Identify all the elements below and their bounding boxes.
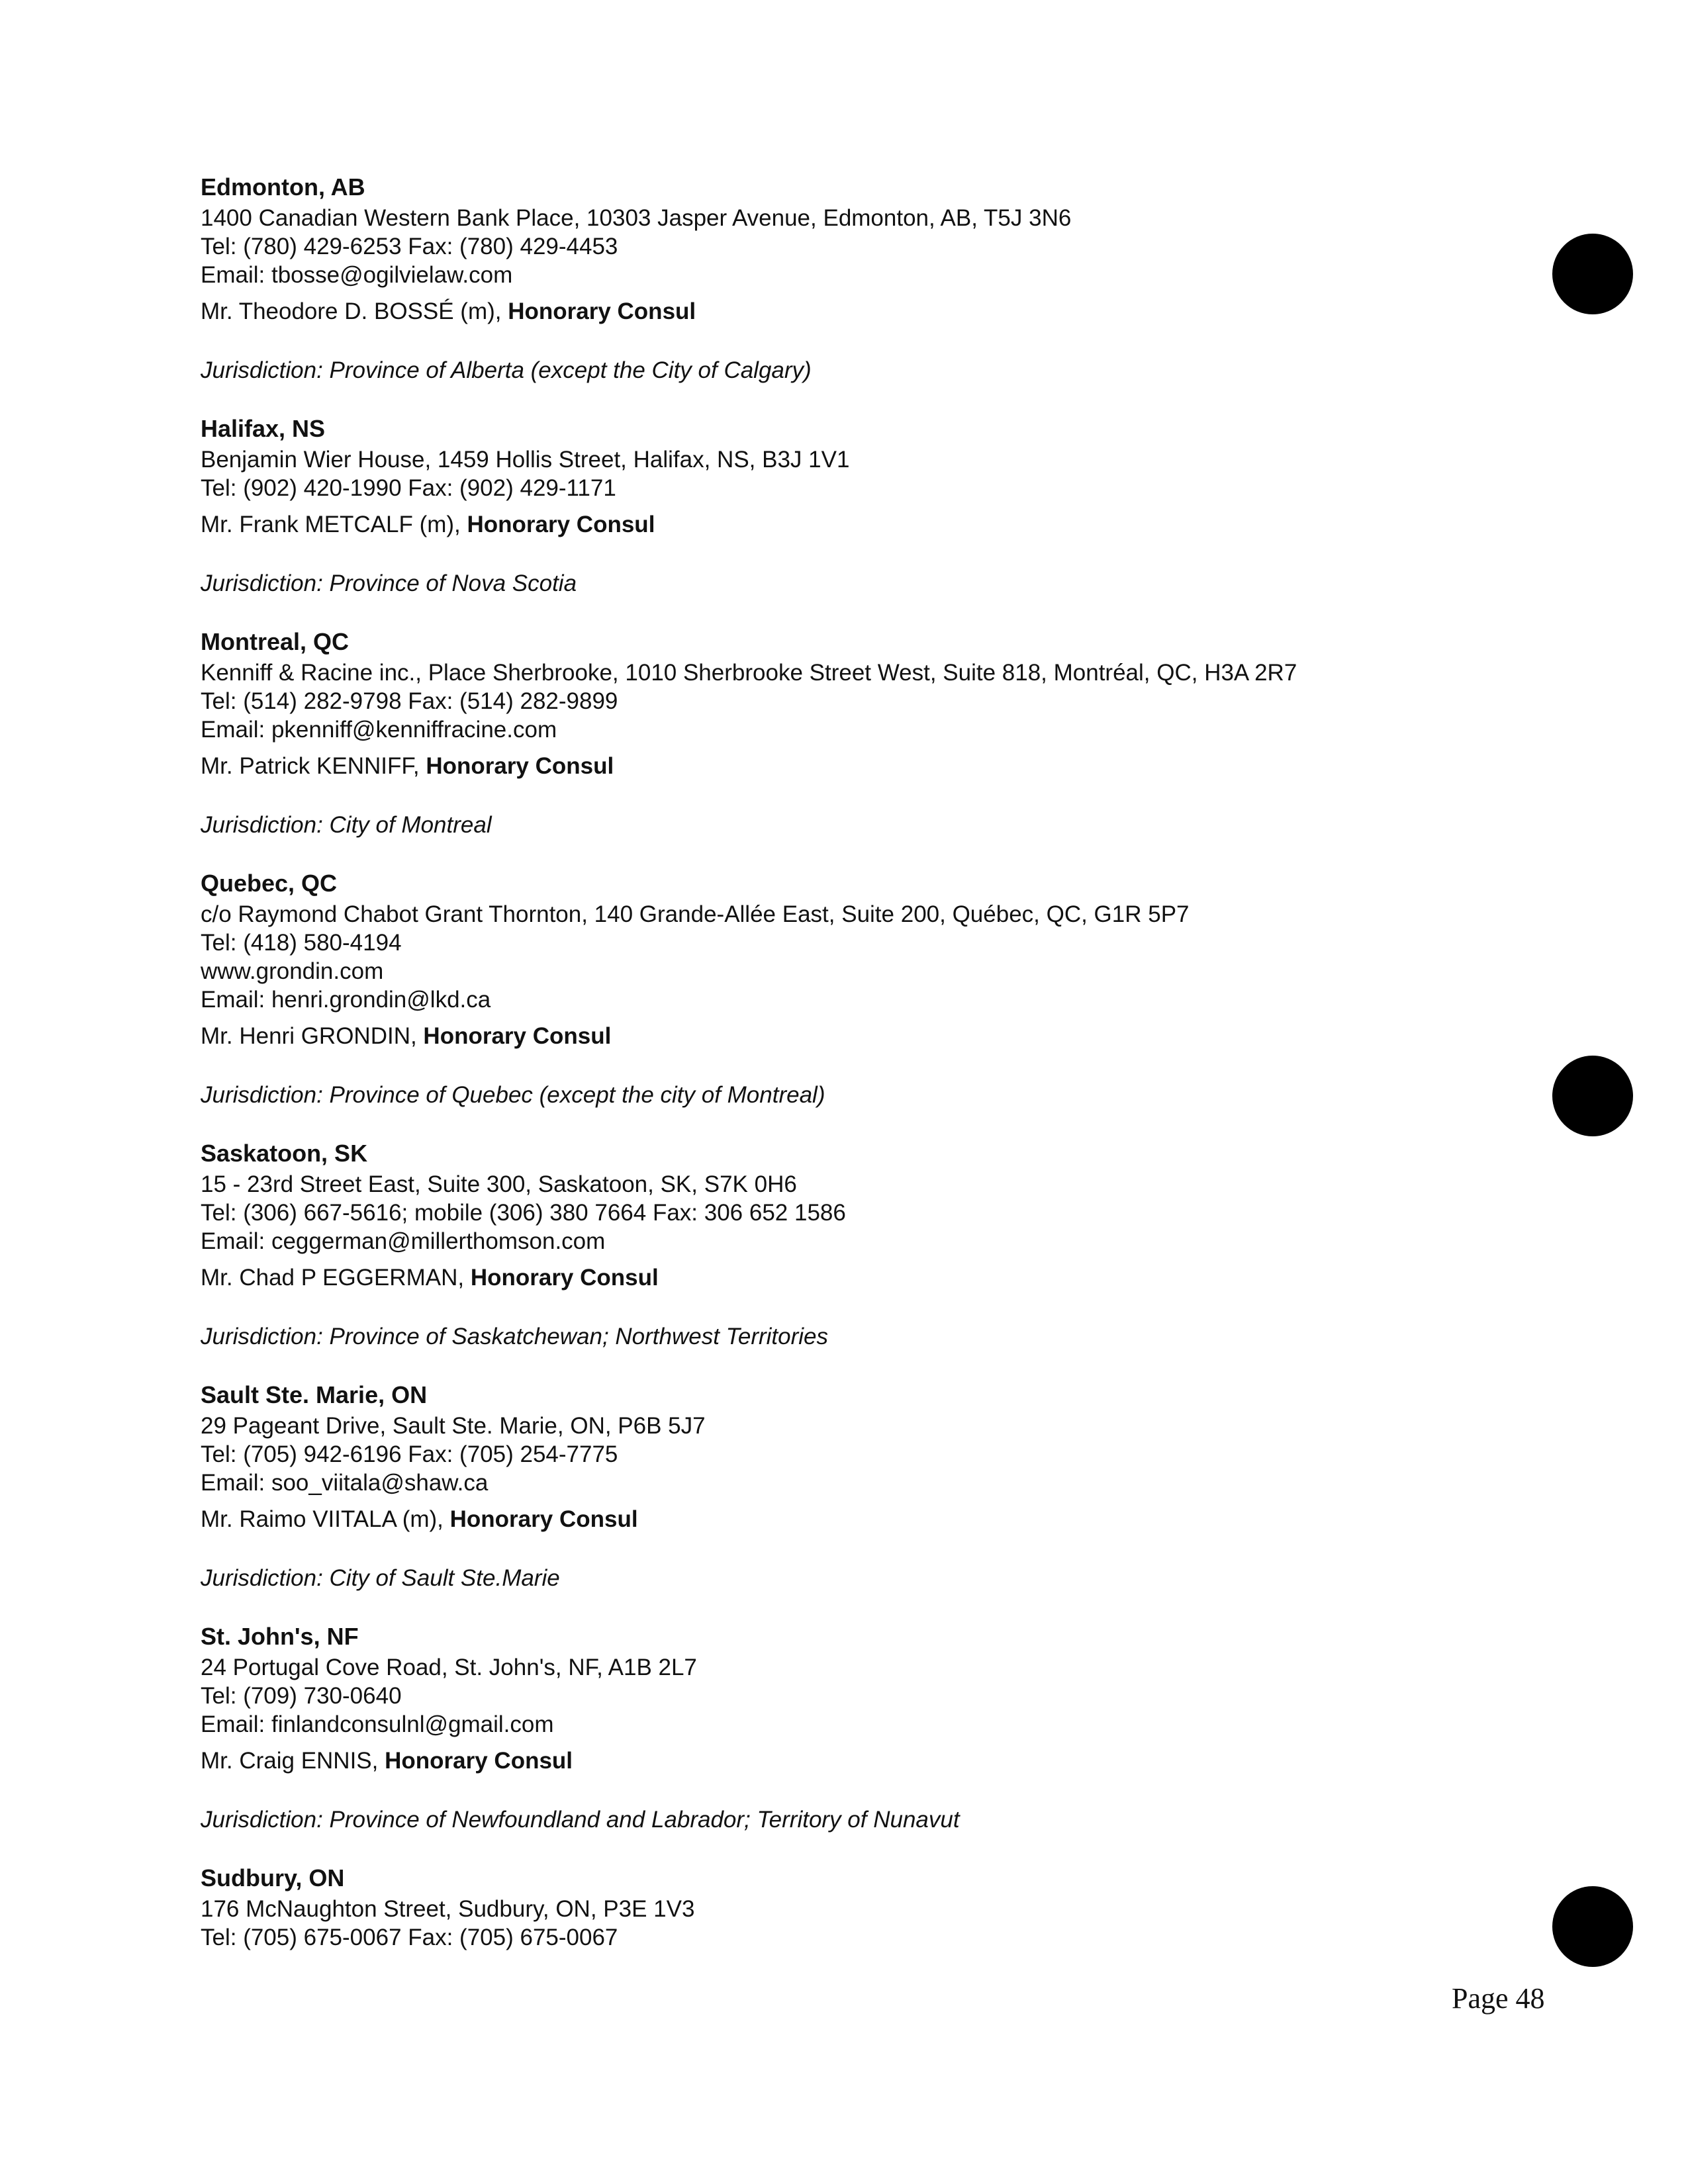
consul-title: Honorary Consul: [423, 1023, 612, 1049]
contact-line: 1400 Canadian Western Bank Place, 10303 Jasper Avenue, Edmonton, AB, T5J 3N6: [201, 205, 1072, 231]
consulate-entry: [201, 867, 1511, 1109]
contact-line: 29 Pageant Drive, Sault Ste. Marie, ON, P6B 5J7: [201, 1413, 706, 1439]
contact-line: c/o Raymond Chabot Grant Thornton, 140 Grande-Allée East, Suite 200, Québec, QC, G1R 5P7: [201, 901, 1190, 927]
consul-name: [201, 752, 1511, 780]
contact-line: Email: finlandconsulnl@gmail.com: [201, 1711, 554, 1737]
jurisdiction: Jurisdiction: Province of Quebec (except the city of Montreal): [201, 1082, 825, 1108]
consulate-entry: [201, 1862, 1511, 1952]
contact-line: Email: ceggerman@millerthomson.com: [201, 1228, 606, 1254]
consul-title: Honorary Consul: [449, 1506, 638, 1532]
contact-line: Email: henri.grondin@lkd.ca: [201, 987, 491, 1013]
consulate-entry: [201, 1379, 1511, 1592]
contact-line: Tel: (705) 675-0067 Fax: (705) 675-0067: [201, 1925, 618, 1950]
jurisdiction: Jurisdiction: Province of Nova Scotia: [201, 570, 577, 596]
consul-person: Mr. Frank METCALF (m),: [201, 512, 467, 537]
consul-title: Honorary Consul: [426, 753, 614, 779]
jurisdiction: Jurisdiction: City of Sault Ste.Marie: [201, 1565, 560, 1591]
consulate-list: [201, 171, 1511, 1952]
contact-line: Tel: (514) 282-9798 Fax: (514) 282-9899: [201, 688, 618, 714]
city-heading: Saskatoon, SK: [201, 1140, 368, 1167]
contact-line: Email: pkenniff@kenniffracine.com: [201, 717, 557, 743]
consul-person: Mr. Theodore D. BOSSÉ (m),: [201, 298, 508, 324]
city-heading: Quebec, QC: [201, 870, 338, 897]
consul-title: Honorary Consul: [467, 512, 655, 537]
jurisdiction: Jurisdiction: City of Montreal: [201, 812, 492, 838]
consul-person: Mr. Chad P EGGERMAN,: [201, 1265, 471, 1291]
contact-line: Tel: (709) 730-0640: [201, 1683, 402, 1709]
consulate-entry: [201, 1620, 1511, 1834]
contact-line: Kenniff & Racine inc., Place Sherbrooke, 1010 Sherbrooke Street West, Suite 818, Montréal, QC, H3A 2R7: [201, 660, 1297, 686]
city-heading: Sault Ste. Marie, ON: [201, 1381, 428, 1408]
contact-line: Tel: (705) 942-6196 Fax: (705) 254-7775: [201, 1441, 618, 1467]
consul-title: Honorary Consul: [508, 298, 696, 324]
jurisdiction: Jurisdiction: Province of Saskatchewan; Northwest Territories: [201, 1324, 828, 1349]
contact-line: Email: tbosse@ogilvielaw.com: [201, 262, 513, 288]
consul-name: [201, 1022, 1511, 1050]
consul-person: Mr. Craig ENNIS,: [201, 1748, 385, 1774]
consul-name: [201, 1505, 1511, 1533]
page-number: Page 48: [1452, 1982, 1545, 2015]
consul-name: [201, 297, 1511, 326]
consul-name: [201, 510, 1511, 539]
contact-line: Tel: (780) 429-6253 Fax: (780) 429-4453: [201, 234, 618, 259]
contact-line: www.grondin.com: [201, 958, 384, 984]
consul-name: [201, 1263, 1511, 1292]
consul-title: Honorary Consul: [470, 1265, 659, 1291]
consul-title: Honorary Consul: [385, 1748, 573, 1774]
consulate-entry: [201, 1137, 1511, 1351]
contact-line: 24 Portugal Cove Road, St. John's, NF, A1B 2L7: [201, 1655, 697, 1680]
consulate-entry: [201, 412, 1511, 598]
consul-person: Mr. Raimo VIITALA (m),: [201, 1506, 450, 1532]
contact-line: 15 - 23rd Street East, Suite 300, Saskatoon, SK, S7K 0H6: [201, 1171, 797, 1197]
jurisdiction: Jurisdiction: Province of Alberta (except the City of Calgary): [201, 357, 812, 383]
consulate-entry: [201, 171, 1511, 385]
consulate-entry: [201, 625, 1511, 839]
contact-line: 176 McNaughton Street, Sudbury, ON, P3E 1V3: [201, 1896, 695, 1922]
punch-hole: [1552, 234, 1633, 314]
contact-line: Tel: (902) 420-1990 Fax: (902) 429-1171: [201, 475, 616, 501]
contact-line: Tel: (418) 580-4194: [201, 930, 402, 956]
city-heading: Edmonton, AB: [201, 173, 365, 201]
consul-person: Mr. Patrick KENNIFF,: [201, 753, 426, 779]
punch-hole: [1552, 1056, 1633, 1136]
contact-line: Tel: (306) 667-5616; mobile (306) 380 7664 Fax: 306 652 1586: [201, 1200, 846, 1226]
city-heading: Halifax, NS: [201, 415, 326, 442]
city-heading: Sudbury, ON: [201, 1864, 345, 1891]
city-heading: Montreal, QC: [201, 628, 350, 655]
consul-person: Mr. Henri GRONDIN,: [201, 1023, 424, 1049]
contact-line: Email: soo_viitala@shaw.ca: [201, 1470, 489, 1496]
contact-line: Benjamin Wier House, 1459 Hollis Street, Halifax, NS, B3J 1V1: [201, 447, 850, 473]
city-heading: St. John's, NF: [201, 1623, 359, 1650]
punch-hole: [1552, 1886, 1633, 1967]
consul-name: [201, 1747, 1511, 1775]
jurisdiction: Jurisdiction: Province of Newfoundland and Labrador; Territory of Nunavut: [201, 1807, 960, 1833]
